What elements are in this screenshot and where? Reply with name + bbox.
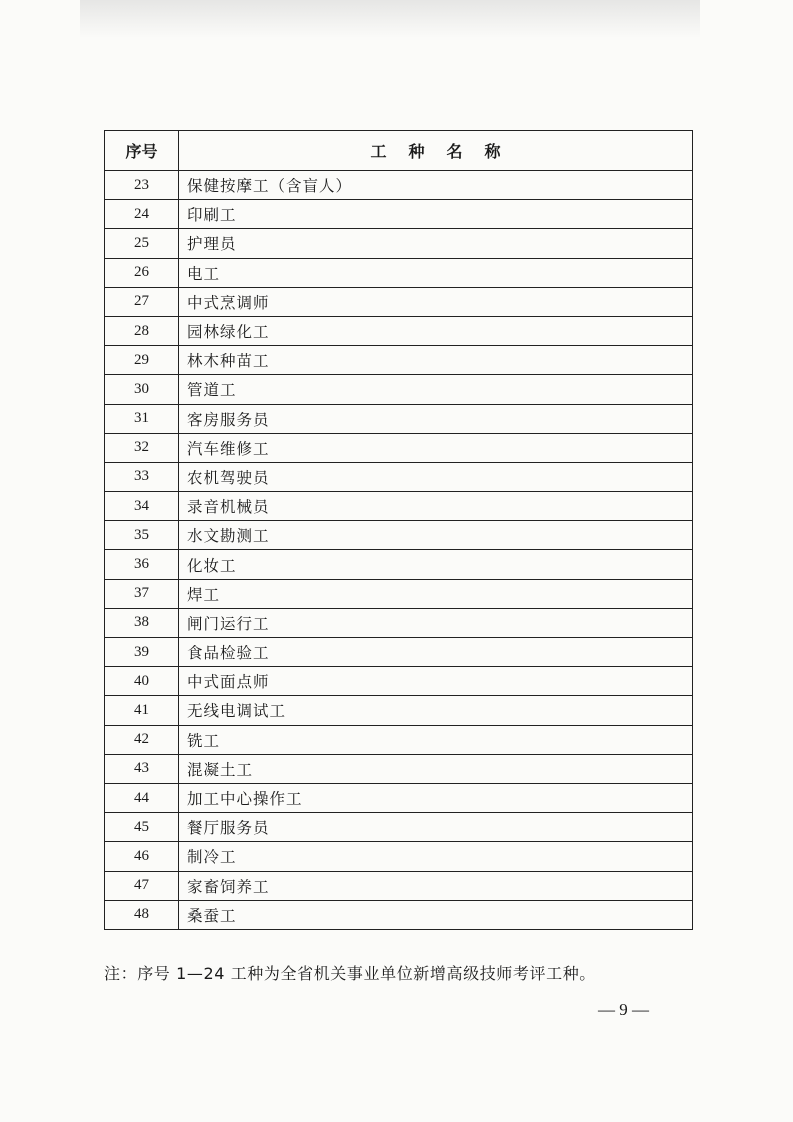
row-seq: 28 bbox=[105, 316, 179, 345]
row-name: 客房服务员 bbox=[179, 404, 693, 433]
row-seq: 25 bbox=[105, 229, 179, 258]
row-seq: 37 bbox=[105, 579, 179, 608]
row-seq: 42 bbox=[105, 725, 179, 754]
table-row bbox=[105, 346, 693, 375]
row-seq: 46 bbox=[105, 842, 179, 871]
row-seq: 44 bbox=[105, 783, 179, 812]
row-name: 制冷工 bbox=[179, 842, 693, 871]
table-row bbox=[105, 579, 693, 608]
table-row bbox=[105, 638, 693, 667]
table-row bbox=[105, 871, 693, 900]
row-seq: 34 bbox=[105, 492, 179, 521]
row-name: 闸门运行工 bbox=[179, 608, 693, 637]
row-seq: 30 bbox=[105, 375, 179, 404]
header-name: 工种名称 bbox=[179, 131, 693, 171]
row-name: 林木种苗工 bbox=[179, 346, 693, 375]
row-seq: 23 bbox=[105, 171, 179, 200]
row-name: 印刷工 bbox=[179, 200, 693, 229]
table-row bbox=[105, 462, 693, 491]
row-seq: 43 bbox=[105, 754, 179, 783]
table-row bbox=[105, 492, 693, 521]
row-seq: 38 bbox=[105, 608, 179, 637]
row-seq: 31 bbox=[105, 404, 179, 433]
header-row bbox=[105, 131, 693, 171]
row-name: 中式烹调师 bbox=[179, 287, 693, 316]
table-row bbox=[105, 667, 693, 696]
row-seq: 41 bbox=[105, 696, 179, 725]
table-header bbox=[105, 131, 693, 171]
footnote: 注：序号 1—24 工种为全省机关事业单位新增高级技师考评工种。 bbox=[104, 964, 596, 983]
row-name: 水文勘测工 bbox=[179, 521, 693, 550]
table-row bbox=[105, 404, 693, 433]
row-seq: 40 bbox=[105, 667, 179, 696]
row-seq: 45 bbox=[105, 813, 179, 842]
row-name: 保健按摩工（含盲人） bbox=[179, 171, 693, 200]
row-seq: 24 bbox=[105, 200, 179, 229]
table-row bbox=[105, 842, 693, 871]
row-name: 电工 bbox=[179, 258, 693, 287]
row-name: 餐厅服务员 bbox=[179, 813, 693, 842]
row-seq: 26 bbox=[105, 258, 179, 287]
table-row bbox=[105, 608, 693, 637]
table-row bbox=[105, 550, 693, 579]
table-row bbox=[105, 258, 693, 287]
table-row bbox=[105, 433, 693, 462]
row-name: 农机驾驶员 bbox=[179, 462, 693, 491]
table-row bbox=[105, 783, 693, 812]
table-row bbox=[105, 287, 693, 316]
table-row bbox=[105, 754, 693, 783]
row-name: 中式面点师 bbox=[179, 667, 693, 696]
row-seq: 36 bbox=[105, 550, 179, 579]
row-name: 家畜饲养工 bbox=[179, 871, 693, 900]
page-number: — 9 — bbox=[598, 1000, 649, 1019]
table-row bbox=[105, 375, 693, 404]
row-seq: 29 bbox=[105, 346, 179, 375]
header-seq: 序号 bbox=[105, 131, 179, 171]
row-name: 混凝土工 bbox=[179, 754, 693, 783]
row-name: 加工中心操作工 bbox=[179, 783, 693, 812]
table-row bbox=[105, 316, 693, 345]
row-name: 园林绿化工 bbox=[179, 316, 693, 345]
row-name: 无线电调试工 bbox=[179, 696, 693, 725]
row-name: 食品检验工 bbox=[179, 638, 693, 667]
row-name: 铣工 bbox=[179, 725, 693, 754]
table-row bbox=[105, 521, 693, 550]
row-seq: 39 bbox=[105, 638, 179, 667]
row-name: 化妆工 bbox=[179, 550, 693, 579]
row-seq: 48 bbox=[105, 900, 179, 929]
row-seq: 47 bbox=[105, 871, 179, 900]
scan-bleed-through bbox=[80, 0, 700, 38]
job-type-table bbox=[104, 130, 693, 930]
row-name: 桑蚕工 bbox=[179, 900, 693, 929]
table-row bbox=[105, 171, 693, 200]
row-name: 汽车维修工 bbox=[179, 433, 693, 462]
table-row bbox=[105, 900, 693, 929]
row-seq: 35 bbox=[105, 521, 179, 550]
table-row bbox=[105, 200, 693, 229]
table-row bbox=[105, 725, 693, 754]
table-row bbox=[105, 229, 693, 258]
row-name: 管道工 bbox=[179, 375, 693, 404]
row-name: 护理员 bbox=[179, 229, 693, 258]
row-name: 录音机械员 bbox=[179, 492, 693, 521]
table-body bbox=[105, 171, 693, 930]
row-seq: 33 bbox=[105, 462, 179, 491]
row-name: 焊工 bbox=[179, 579, 693, 608]
row-seq: 27 bbox=[105, 287, 179, 316]
table-row bbox=[105, 813, 693, 842]
row-seq: 32 bbox=[105, 433, 179, 462]
table-row bbox=[105, 696, 693, 725]
